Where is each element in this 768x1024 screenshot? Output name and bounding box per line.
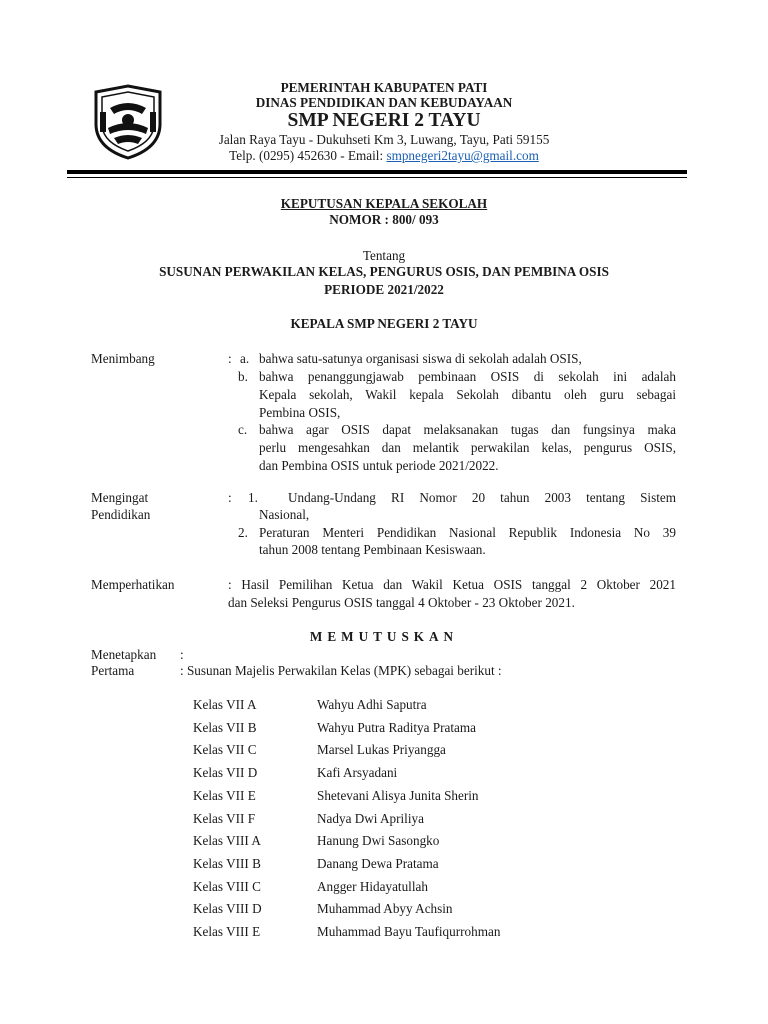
mpk-class: Kelas VII D <box>193 765 258 781</box>
decree-title: KEPUTUSAN KEPALA SEKOLAH <box>280 196 488 211</box>
decree-tentang: Tentang <box>362 248 406 263</box>
mpk-representative: Wahyu Adhi Saputra <box>317 697 427 712</box>
decree-issuer: KEPALA SMP NEGERI 2 TAYU <box>290 316 478 331</box>
mpk-class: Kelas VII F <box>193 810 256 826</box>
mpk-representative: Shetevani Alisya Junita Sherin <box>317 787 479 803</box>
menimbang-c-line1: bahwa agar OSIS dapat melaksanakan tugas dan fungsinya maka <box>259 422 676 437</box>
letterhead-rule-thin <box>67 177 687 178</box>
letterhead-phone: Telp. (0295) 452630 - Email: <box>229 148 387 163</box>
decree-period: PERIODE 2021/2022 <box>324 282 444 297</box>
mpk-representative: Kafi Arsyadani <box>317 765 398 781</box>
menimbang-c-line2: perlu mengesahkan dan melantik perwakilan kelas, pengurus OSIS, <box>259 440 676 455</box>
pertama-text: : Susunan Majelis Perwakilan Kelas (MPK) sebagai berikut : <box>180 663 502 678</box>
memperhatikan-label: Memperhatikan <box>91 577 175 592</box>
letterhead-address: Jalan Raya Tayu - Dukuhseti Km 3, Luwang, Tayu, Pati 59155 <box>218 132 550 147</box>
decree-number: NOMOR : 800/ 093 <box>329 212 439 227</box>
mengingat-colon: : <box>228 490 232 505</box>
menimbang-b-line3: Pembina OSIS, <box>259 405 341 420</box>
letterhead-rule-thick <box>67 170 687 174</box>
mengingat-marker-1: 1. <box>248 490 258 505</box>
menimbang-colon: : <box>228 351 232 366</box>
menimbang-a-line1: bahwa satu-satunya organisasi siswa di sekolah adalah OSIS, <box>259 351 582 366</box>
mpk-representative: Wahyu Putra Raditya Pratama <box>317 719 476 735</box>
mengingat-label: Mengingat <box>91 490 149 505</box>
memutuskan-heading: MEMUTUSKAN <box>309 629 459 644</box>
menimbang-label: Menimbang <box>91 351 155 366</box>
letterhead-department: DINAS PENDIDIKAN DAN KEBUDAYAAN <box>255 95 513 110</box>
mpk-class: Kelas VII A <box>193 697 257 712</box>
decree-subject: SUSUNAN PERWAKILAN KELAS, PENGURUS OSIS, DAN PEMBINA OSIS <box>159 264 609 279</box>
mpk-representative: Hanung Dwi Sasongko <box>317 833 440 849</box>
mengingat-2-line1: Peraturan Menteri Pendidikan Nasional Republik Indonesia No 39 <box>259 525 676 540</box>
menetapkan-label: Menetapkan <box>91 647 157 662</box>
memperhatikan-line1: : Hasil Pemilihan Ketua dan Wakil Ketua OSIS tanggal 2 Oktober 2021 <box>228 577 676 592</box>
mengingat-1-line1: Undang-Undang RI Nomor 20 tahun 2003 tentang Sistem <box>288 490 676 505</box>
mpk-class: Kelas VIII C <box>193 878 261 894</box>
menimbang-b-line1: bahwa penanggungjawab pembinaan OSIS di sekolah ini adalah <box>259 369 676 384</box>
menimbang-marker-c: c. <box>238 422 248 437</box>
pati-regency-emblem-icon <box>92 84 164 160</box>
letterhead-contact <box>184 148 584 164</box>
mpk-class: Kelas VII E <box>193 787 256 803</box>
letterhead-government: PEMERINTAH KABUPATEN PATI <box>280 80 488 95</box>
mpk-representative: Muhammad Abyy Achsin <box>317 901 453 917</box>
mpk-representative: Marsel Lukas Priyangga <box>317 742 446 758</box>
mpk-representative: Angger Hidayatullah <box>317 878 428 894</box>
mpk-class: Kelas VIII B <box>193 855 261 871</box>
mengingat-1-line2: Nasional, <box>259 507 310 522</box>
menimbang-marker-a: a. <box>240 351 250 366</box>
email-link[interactable]: smpnegeri2tayu@gmail.com <box>386 148 539 163</box>
mpk-class: Kelas VIII D <box>193 901 262 917</box>
mengingat-2-line2: tahun 2008 tentang Pembinaan Kesiswaan. <box>259 542 486 557</box>
mpk-class: Kelas VII C <box>193 742 257 758</box>
mpk-class: Kelas VII B <box>193 719 257 735</box>
letterhead-school-name: SMP NEGERI 2 TAYU <box>287 110 481 131</box>
mpk-representative: Muhammad Bayu Taufiqurrohman <box>317 924 501 939</box>
mpk-class: Kelas VIII A <box>193 833 261 849</box>
mpk-representative: Nadya Dwi Apriliya <box>317 810 424 826</box>
menimbang-b-line2: Kepala sekolah, Wakil kepala Sekolah dibantu oleh guru sebagai <box>259 387 676 402</box>
menimbang-c-line3: dan Pembina OSIS untuk periode 2021/2022. <box>259 458 499 473</box>
mpk-class: Kelas VIII E <box>193 924 261 939</box>
mpk-representative: Danang Dewa Pratama <box>317 855 439 871</box>
mengingat-marker-2: 2. <box>238 525 248 540</box>
menimbang-marker-b: b. <box>238 369 248 384</box>
menetapkan-colon: : <box>180 647 184 662</box>
pertama-label: Pertama <box>91 663 135 678</box>
memperhatikan-line2: dan Seleksi Pengurus OSIS tanggal 4 Oktober - 23 Oktober 2021. <box>228 595 575 610</box>
mengingat-label-2: Pendidikan <box>91 507 151 522</box>
